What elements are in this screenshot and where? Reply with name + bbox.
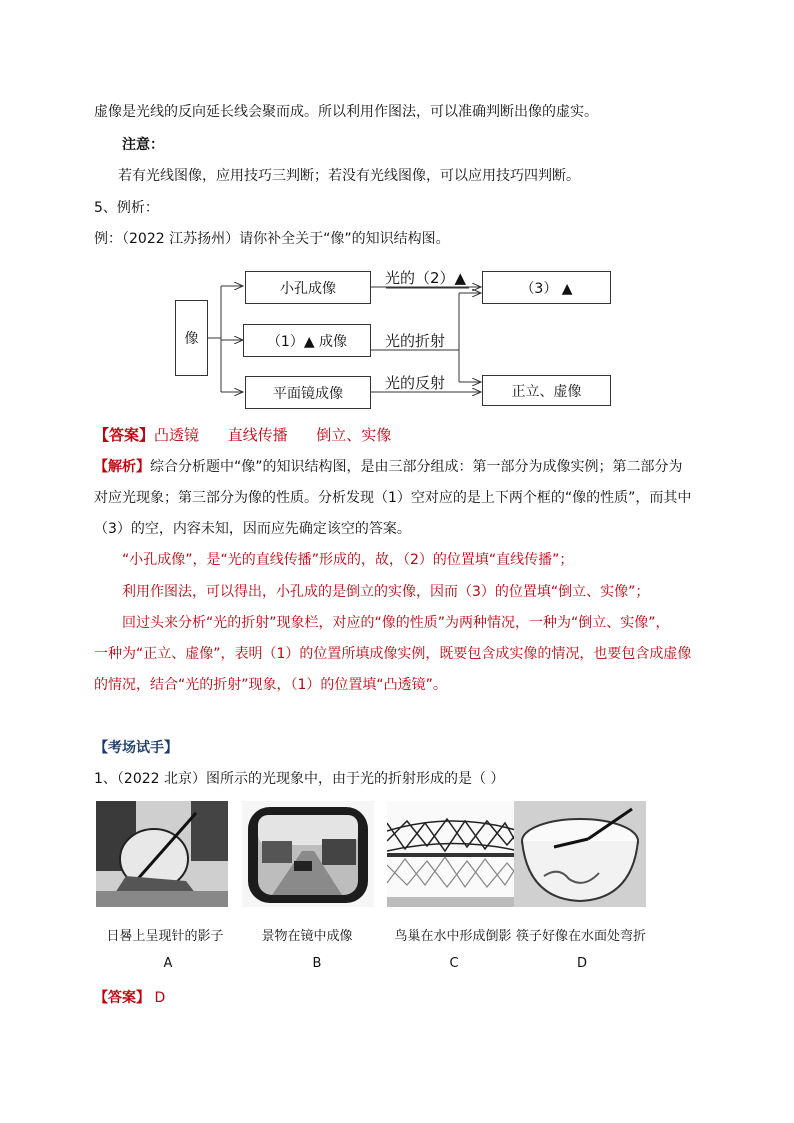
section-heading: 5、例析：	[94, 200, 159, 216]
analysis-text: 综合分析题中“像”的知识结构图，是由三部分组成：第一部分为成像实例；第二部分为	[150, 459, 683, 475]
practice-answer	[94, 987, 165, 1007]
example-question: 例：（2022 江苏扬州）请你补全关于“像”的知识结构图。	[94, 231, 450, 247]
practice-heading: 【考场试手】	[94, 740, 178, 756]
caption-a: 日晷上呈现针的影子	[106, 929, 224, 944]
practice-question: 1、（2022 北京）图所示的光现象中，由于光的折射形成的是（ ）	[94, 771, 505, 787]
diagram-box-blank-1: （1）▲ 成像	[243, 324, 371, 357]
photo-car-mirror	[242, 801, 374, 907]
practice-answer-value: D	[154, 990, 166, 1006]
birds-nest-image	[387, 801, 519, 907]
intro-line: 虚像是光线的反向延长线会聚而成。所以利用作图法，可以准确判断出像的虚实。	[94, 104, 598, 120]
link-label-refraction: 光的折射	[385, 332, 446, 350]
link-label-blank-2: 光的（2）▲	[385, 269, 467, 287]
option-letter-c: C	[449, 956, 459, 971]
photo-chopsticks-bowl	[514, 801, 646, 907]
answer-label: 【答案】	[94, 426, 155, 444]
link-label-reflection: 光的反射	[385, 374, 446, 392]
caption-d: 筷子好像在水面处弯折	[515, 929, 646, 944]
analysis-line-4: “小孔成像”，是“光的直线传播”形成的，故，（2）的位置填“直线传播”；	[122, 552, 574, 568]
option-letter-a: A	[163, 956, 173, 971]
note-text: 若有光线图像，应用技巧三判断；若没有光线图像，可以应用技巧四判断。	[118, 168, 580, 184]
analysis-line-8: 的情况，结合“光的折射”现象，（1）的位置填“凸透镜”。	[94, 677, 447, 693]
sundial-image	[96, 801, 228, 907]
answer-text: 凸透镜 直线传播 倒立、实像	[154, 426, 392, 444]
option-letter-b: B	[312, 956, 322, 971]
option-letter-d: D	[576, 956, 587, 971]
answer-row	[94, 424, 391, 445]
photo-sundial	[96, 801, 228, 907]
analysis-line-6: 回过头来分析“光的折射”现象栏，对应的“像的性质”为两种情况，一种为“倒立、实像”，	[122, 615, 670, 631]
bowl-image	[514, 801, 646, 907]
caption-b: 景物在镜中成像	[261, 929, 353, 944]
analysis-line-5: 利用作图法，可以得出，小孔成的是倒立的实像，因而（3）的位置填“倒立、实像”；	[122, 584, 650, 600]
analysis-line-7: 一种为“正立、虚像”，表明（1）的位置所填成像实例，既要包含成实像的情况，也要包含成虚像	[94, 646, 692, 662]
analysis-line-1	[94, 456, 683, 476]
analysis-label: 【解析】	[94, 459, 150, 475]
analysis-line-3: （3）的空，内容未知，因而应先确定该空的答案。	[94, 521, 411, 537]
diagram-box-pinhole: 小孔成像	[245, 271, 371, 304]
analysis-line-2: 对应光现象；第三部分为像的性质。分析发现（1）空对应的是上下两个框的“像的性质”，而其中	[94, 490, 692, 506]
diagram-root-box: 像	[175, 300, 208, 376]
caption-c: 鸟巢在水中形成倒影	[394, 929, 512, 944]
note-label: 注意：	[122, 137, 164, 153]
mirror-image	[242, 801, 374, 907]
practice-answer-label: 【答案】	[94, 990, 150, 1006]
photo-birds-nest	[387, 801, 519, 907]
diagram-connectors	[0, 0, 794, 420]
diagram-box-blank-3: （3） ▲	[482, 271, 611, 304]
diagram-box-upright-virtual: 正立、虚像	[482, 375, 611, 406]
diagram-box-plane-mirror: 平面镜成像	[245, 376, 371, 409]
